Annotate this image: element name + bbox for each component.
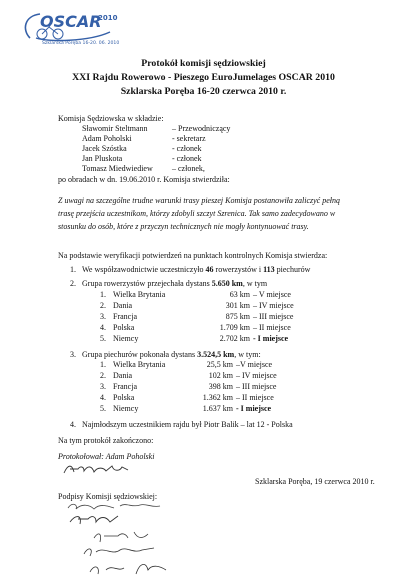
row-num: 4. bbox=[100, 393, 106, 402]
member-role: - członek bbox=[172, 144, 202, 153]
protocol-author: Protokołował: Adam Poholski bbox=[58, 452, 155, 461]
logo-year: 2010 bbox=[98, 14, 118, 22]
row-km: 102 km bbox=[208, 371, 233, 380]
row-place-winner: - I miejsce bbox=[236, 404, 272, 413]
logo-subtitle: Szklarska Poręba 16-20. 06. 2010 bbox=[42, 41, 120, 46]
note-line: Z uwagi na szczególne trudne warunki trasy pieszej Komisja postanowiła zaliczyć pełną bbox=[58, 196, 340, 205]
row-num: 3. bbox=[100, 312, 106, 321]
row-num: 5. bbox=[100, 404, 106, 413]
item-number: 4. bbox=[70, 420, 76, 429]
walkers-line: Grupa piechurów pokonała dystans 3.524,5 km, w tym: bbox=[82, 350, 261, 359]
row-country: Dania bbox=[113, 371, 133, 380]
item-number: 3. bbox=[70, 350, 76, 359]
member-name: Jan Pluskota bbox=[82, 154, 123, 163]
event-place-dates: Szklarska Poręba 16-20 czerwca 2010 r. bbox=[120, 86, 287, 97]
row-num: 2. bbox=[100, 301, 106, 310]
committee-heading: Komisja Sędziowska w składzie: bbox=[58, 114, 164, 123]
row-place: – II miejsce bbox=[253, 323, 291, 332]
row-place: – V miejsce bbox=[253, 290, 291, 299]
member-role: – członek, bbox=[172, 164, 205, 173]
row-country: Francja bbox=[113, 312, 137, 321]
cyclists-line: Grupa rowerzystów przejechała dystans 5.650 km, w tym bbox=[82, 279, 268, 288]
item-number: 2. bbox=[70, 279, 76, 288]
row-country: Dania bbox=[113, 301, 133, 310]
row-country: Wielka Brytania bbox=[113, 360, 166, 369]
member-role: - sekretarz bbox=[172, 134, 206, 143]
row-num: 5. bbox=[100, 334, 106, 343]
row-km: 63 km bbox=[229, 290, 250, 299]
row-km: 301 km bbox=[225, 301, 250, 310]
place-date: Szklarska Poręba, 19 czerwca 2010 r. bbox=[255, 477, 375, 486]
closing-statement: Na tym protokół zakończono: bbox=[58, 436, 154, 445]
row-place: – II miejsce bbox=[236, 393, 274, 402]
note-line: trasę przejścia uczestnikom, którzy zdobyli szczyt Szrenica. Tak samo zadecydowano w bbox=[58, 209, 336, 218]
row-km: 25,5 km bbox=[206, 360, 233, 369]
member-name: Sławomir Steltmann bbox=[82, 124, 148, 133]
document-title: Protokół komisji sędziowskiej bbox=[141, 58, 266, 69]
committee-footer: po obradach w dn. 19.06.2010 r. Komisja stwierdziła: bbox=[58, 175, 230, 184]
row-place: – III miejsce bbox=[253, 312, 294, 321]
row-km: 1.709 km bbox=[219, 323, 250, 332]
logo-brand: OSCAR bbox=[40, 12, 102, 31]
row-place: – III miejsce bbox=[236, 382, 277, 391]
row-km: 875 km bbox=[225, 312, 250, 321]
row-country: Polska bbox=[113, 323, 135, 332]
row-country: Wielka Brytania bbox=[113, 290, 166, 299]
verification-statement: Na podstawie weryfikacji potwierdzeń na punktach kontrolnych Komisja stwierdza: bbox=[58, 251, 328, 260]
row-place-winner: - I miejsce bbox=[253, 334, 289, 343]
row-country: Niemcy bbox=[113, 404, 139, 413]
participants-line: We współzawodnictwie uczestniczyło 46 rowerzystów i 113 piechurów bbox=[82, 265, 311, 274]
member-role: – Przewodniczący bbox=[172, 124, 231, 133]
row-num: 1. bbox=[100, 360, 106, 369]
row-km: 1.637 km bbox=[202, 404, 233, 413]
oscar-logo bbox=[18, 8, 128, 52]
signatures-heading: Podpisy Komisji sędziowskiej: bbox=[58, 492, 158, 501]
row-place: – IV miejsce bbox=[253, 301, 294, 310]
member-name: Jacek Szóstka bbox=[82, 144, 127, 153]
row-km: 2.702 km bbox=[219, 334, 250, 343]
committee-signatures bbox=[60, 500, 190, 580]
member-name: Adam Poholski bbox=[82, 134, 132, 143]
member-name: Tomasz Miedwiediew bbox=[82, 164, 153, 173]
row-km: 398 km bbox=[208, 382, 233, 391]
row-country: Francja bbox=[113, 382, 137, 391]
note-line: stosunku do osób, które z przyczyn technicznych nie mogły kontynuować trasy. bbox=[58, 222, 309, 231]
row-km: 1.362 km bbox=[202, 393, 233, 402]
item-number: 1. bbox=[70, 265, 76, 274]
row-country: Polska bbox=[113, 393, 135, 402]
handwritten-signature bbox=[62, 462, 132, 476]
row-place: –V miejsce bbox=[236, 360, 273, 369]
event-title: XXI Rajdu Rowerowo - Pieszego EuroJumelages OSCAR 2010 bbox=[72, 72, 335, 83]
row-place: – IV miejsce bbox=[236, 371, 277, 380]
row-num: 2. bbox=[100, 371, 106, 380]
row-num: 1. bbox=[100, 290, 106, 299]
member-role: - członek bbox=[172, 154, 202, 163]
youngest-participant: Najmłodszym uczestnikiem rajdu był Piotr Balik – lat 12 - Polska bbox=[82, 420, 293, 429]
row-num: 3. bbox=[100, 382, 106, 391]
row-num: 4. bbox=[100, 323, 106, 332]
row-country: Niemcy bbox=[113, 334, 139, 343]
